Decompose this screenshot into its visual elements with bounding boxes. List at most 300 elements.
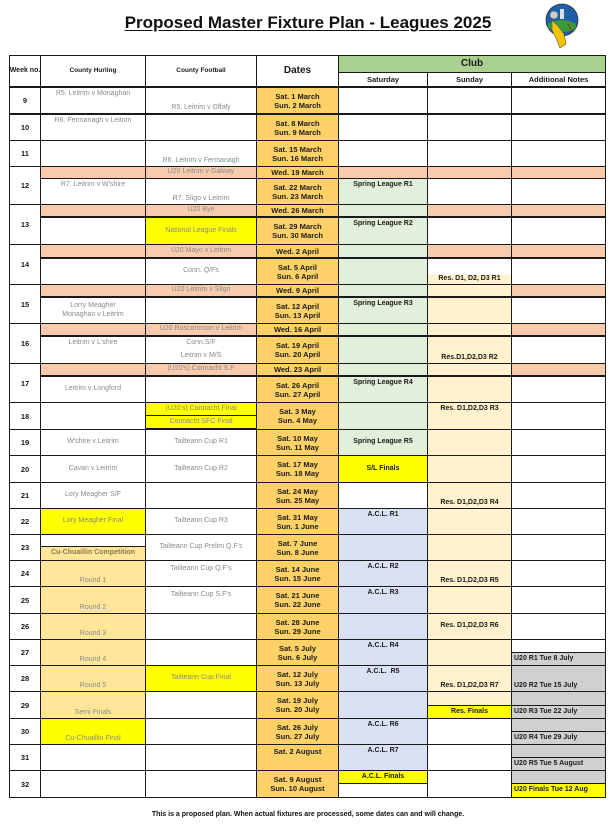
football-fixture	[145, 482, 257, 509]
header-notes-label: Additional Notes	[528, 75, 589, 84]
notes-cell	[511, 744, 606, 758]
notes-cell	[511, 217, 606, 245]
hurling-fixture-text: Cavan v Leitrim	[68, 464, 118, 472]
notes-cell	[511, 178, 606, 205]
sunday-fixture	[427, 613, 512, 640]
saturday-wed-cell	[338, 204, 428, 217]
week-number: 24	[9, 560, 41, 587]
sunday-cell	[427, 455, 512, 483]
hurling-fixture: Leitrim v L'shire	[40, 336, 146, 364]
week-number: 31	[9, 744, 41, 771]
sunday-fixture-text: Res.D1,D2,D3 R2	[441, 353, 498, 361]
week-number: 28	[9, 665, 41, 692]
sunday-cell	[427, 770, 512, 798]
date-sat: Sat. 5 July	[278, 643, 317, 653]
hurling-wed-cell	[40, 244, 146, 258]
football-fixture	[145, 770, 257, 798]
hurling-fixture	[40, 639, 146, 666]
hurling-fixture: R5. Leitrim v Monaghan	[40, 87, 146, 114]
saturday-cell	[338, 783, 428, 798]
notes-cell	[511, 429, 606, 456]
date-sun: Sun. 22 June	[274, 600, 321, 609]
sunday-fixture	[427, 560, 512, 587]
sunday-cell	[427, 87, 512, 114]
date-sun: Sun. 6 April	[276, 271, 319, 281]
date-sun: Sun. 25 May	[275, 495, 320, 505]
date-sun: Sun. 20 April	[274, 350, 321, 359]
date-sat: Sat. 24 May	[277, 486, 318, 496]
header-football-label: County Football	[176, 67, 226, 75]
date-sun: Sun. 20 July	[275, 705, 320, 714]
sunday-cell	[427, 691, 512, 706]
sunday-cell	[427, 178, 512, 205]
football-fixture	[145, 140, 257, 167]
header-club	[338, 55, 606, 73]
date-sat: Sat. 19 April	[275, 341, 320, 350]
hurling-fixture	[40, 429, 146, 456]
date-wed	[256, 363, 339, 376]
date-cell	[256, 455, 339, 483]
hurling-wed-cell	[40, 363, 146, 376]
football-fixture	[145, 114, 257, 141]
notes-cell	[511, 376, 606, 403]
date-sun: Sun. 27 April	[274, 389, 321, 399]
date-wed-text: Wed. 16 April	[273, 325, 322, 334]
sunday-fixture	[427, 258, 512, 285]
date-sun: Sun. 2 March	[274, 100, 321, 110]
notes-cell	[511, 258, 606, 285]
county-crest-logo	[544, 2, 580, 50]
date-cell	[256, 586, 339, 614]
notes-cell	[511, 455, 606, 483]
hurling-fixture-line2: Monaghan v Leitrim	[62, 310, 124, 318]
sunday-cell	[427, 429, 512, 456]
football-u20-fixture	[145, 284, 257, 297]
football-fixture	[145, 336, 257, 364]
football-fixture-text: Tailteann Cup R3	[174, 517, 228, 525]
sunday-fixture	[427, 336, 512, 364]
football-fixture-highlight	[145, 217, 257, 245]
notes-cell	[511, 297, 606, 324]
notes-cell	[511, 718, 606, 732]
football-fixture: Tailteann Cup Q.F's	[145, 560, 257, 587]
football-u20-text: U20 Bye	[187, 206, 215, 214]
date-cell	[256, 508, 339, 535]
week-number: 26	[9, 613, 41, 640]
date-sat: Sat. 5 April	[278, 262, 317, 272]
football-u20-text: U20 Leitrim v Sligo	[171, 286, 231, 294]
football-fixture	[145, 718, 257, 745]
football-fixture-text: (U20's) Connacht Final	[165, 404, 237, 412]
date-wed-text: Wed. 2 April	[276, 246, 319, 256]
date-wed-text: Wed. 23 April	[273, 365, 322, 374]
sunday-wed-cell	[427, 363, 512, 376]
football-fixture-text: Tailteann Cup Prelim Q.F's	[159, 543, 243, 551]
date-cell	[256, 87, 339, 114]
week-number: 30	[9, 718, 41, 745]
saturday-fixture: Spring League R4	[338, 376, 428, 403]
football-fixture-line2: Leitrim v M/S	[180, 352, 222, 360]
football-fixture: Tailteann Cup S.F's	[145, 586, 257, 614]
date-sat: Sat. 31 May	[277, 512, 318, 522]
sunday-wed-cell	[427, 323, 512, 336]
date-cell	[256, 718, 339, 745]
sunday-fixture-text: Res. Finals	[451, 707, 488, 715]
hurling-fixture	[40, 258, 146, 285]
hurling-fixture	[40, 217, 146, 245]
notes-fixture-text: U20 R3 Tue 22 July	[514, 707, 578, 715]
hurling-fixture-text: Round 2	[79, 603, 107, 611]
hurling-fixture	[40, 744, 146, 771]
notes-wed-cell	[511, 284, 606, 297]
date-cell	[256, 691, 339, 719]
hurling-wed-cell	[40, 323, 146, 336]
football-fixture-text: R7. Sligo v Leitrim	[172, 194, 230, 202]
sunday-fixture-text: Res. D1, D2, D3 R1	[438, 274, 501, 282]
date-sun: Sun. 10 August	[270, 784, 325, 793]
hurling-fixture	[40, 613, 146, 640]
football-u20-text: (U20's) Connacht S.F	[167, 365, 235, 373]
football-fixture	[145, 429, 257, 456]
sunday-fixture-text: Res. D1,D2,D3 R5	[440, 576, 499, 584]
hurling-competition-heading	[40, 546, 146, 561]
hurling-fixture-highlight	[40, 508, 146, 535]
date-cell	[256, 297, 339, 324]
hurling-fixture-line1: Lorry Meagher	[70, 302, 116, 310]
notes-fixture-text: U20 R1 Tue 8 July	[514, 654, 574, 662]
football-fixture-text: Connacht SFC Final	[169, 417, 233, 425]
date-sun: Sun. 13 April	[274, 310, 321, 320]
notes-cell	[511, 336, 606, 364]
saturday-cell	[338, 336, 428, 364]
football-u20-fixture	[145, 244, 257, 258]
hurling-fixture	[40, 402, 146, 430]
football-fixture-text: National League Finals	[165, 226, 237, 234]
football-u20-fixture	[145, 363, 257, 376]
saturday-fixture-highlight	[338, 770, 428, 784]
week-number: 10	[9, 114, 41, 141]
hurling-fixture-text: Leitrim v Longford	[64, 385, 122, 393]
date-sat: Sat. 14 June	[275, 564, 320, 574]
sunday-wed-cell	[427, 284, 512, 297]
hurling-fixture	[40, 297, 146, 324]
date-sun: Sun. 13 July	[275, 678, 320, 688]
saturday-cell	[338, 534, 428, 561]
football-fixture-text: Tailteann Cup R1	[174, 438, 228, 446]
week-number: 27	[9, 639, 41, 666]
hurling-fixture	[40, 586, 146, 614]
sunday-cell	[427, 639, 512, 666]
saturday-fixture-highlight	[338, 455, 428, 483]
football-fixture	[145, 508, 257, 535]
notes-cell	[511, 114, 606, 141]
date-sat: Sat. 26 July	[276, 722, 319, 732]
sunday-fixture-text: Res. D1,D2,D3 R6	[440, 622, 499, 630]
sunday-fixture-text: Res. D1,D2,D3 R7	[440, 681, 499, 689]
week-number: 18	[9, 402, 41, 430]
saturday-cell	[338, 613, 428, 640]
hurling-fixture: R7. Leitrim v W'shire	[40, 178, 146, 205]
notes-cell	[511, 402, 606, 430]
date-sat: Sat. 9 August	[273, 775, 322, 784]
date-sat: Sat. 2 August	[273, 747, 322, 756]
saturday-fixture-text: S/L Finals	[366, 464, 400, 472]
header-hurling-label: County Hurling	[69, 67, 117, 75]
hurling-fixture	[40, 376, 146, 403]
notes-cell	[511, 508, 606, 535]
header-sunday-label: Sunday	[455, 75, 484, 84]
header-club-label: Club	[460, 58, 484, 69]
date-sat: Sat. 15 March	[273, 144, 322, 154]
header-sunday	[427, 72, 512, 87]
football-fixture	[145, 613, 257, 640]
notes-cell	[511, 613, 606, 640]
date-wed	[256, 323, 339, 336]
hurling-fixture-text: Cu-Chuaillin Final	[65, 734, 121, 742]
date-cell	[256, 140, 339, 167]
date-sat: Sat. 12 July	[276, 669, 319, 679]
notes-wed-cell	[511, 363, 606, 376]
football-fixture	[145, 455, 257, 483]
sunday-fixture: Res. D1,D2,D3 R3	[427, 402, 512, 430]
football-fixture	[145, 376, 257, 403]
saturday-fixture: A.C.L. R2	[338, 560, 428, 587]
week-number: 15	[9, 284, 41, 324]
date-cell	[256, 217, 339, 245]
week-number: 20	[9, 455, 41, 483]
date-wed	[256, 204, 339, 217]
notes-fixture-text: U20 R4 Tue 29 July	[514, 733, 578, 741]
date-sat: Sat. 17 May	[277, 460, 318, 469]
week-number: 19	[9, 429, 41, 456]
date-cell	[256, 665, 339, 692]
header-notes	[511, 72, 606, 87]
date-sat: Sat. 8 March	[275, 118, 320, 128]
date-cell	[256, 429, 339, 456]
saturday-wed-cell	[338, 323, 428, 336]
notes-cell	[511, 482, 606, 509]
notes-wed-cell	[511, 244, 606, 258]
saturday-cell	[338, 114, 428, 141]
hurling-fixture	[40, 455, 146, 483]
saturday-cell	[338, 87, 428, 114]
notes-fixture-highlight	[511, 783, 606, 798]
week-number: 14	[9, 244, 41, 285]
date-sun: Sun. 1 June	[276, 521, 319, 531]
hurling-fixture-text: Cu-Chuaillin Competition	[51, 549, 135, 557]
saturday-fixture: A.C.L. R3	[338, 586, 428, 614]
football-fixture-highlight	[145, 402, 257, 416]
date-sat: Sat. 10 May	[277, 433, 318, 443]
saturday-fixture: A.C.L. R1	[338, 508, 428, 535]
week-number: 16	[9, 323, 41, 364]
date-sat: Sat. 19 July	[276, 696, 319, 705]
sunday-wed-cell	[427, 204, 512, 217]
hurling-fixture	[40, 140, 146, 167]
sunday-cell	[427, 744, 512, 771]
football-fixture	[145, 258, 257, 285]
week-number: 13	[9, 204, 41, 245]
date-cell	[256, 336, 339, 364]
notes-fixture	[511, 731, 606, 745]
football-fixture	[145, 297, 257, 324]
notes-fixture	[511, 705, 606, 719]
saturday-cell	[338, 482, 428, 509]
football-u20-text: U20 Roscommon v Leitrim	[159, 325, 243, 333]
notes-cell	[511, 560, 606, 587]
hurling-fixture	[40, 482, 146, 509]
notes-fixture	[511, 652, 606, 666]
header-dates	[256, 55, 339, 87]
sunday-cell	[427, 508, 512, 535]
notes-cell	[511, 691, 606, 706]
date-sat: Sat. 28 June	[275, 617, 320, 627]
football-fixture-text: Conn. Q/Fs	[183, 267, 219, 275]
sunday-wed-cell	[427, 244, 512, 258]
week-number: 25	[9, 586, 41, 614]
football-fixture	[145, 691, 257, 719]
saturday-cell	[338, 258, 428, 285]
date-sat: Sat. 7 June	[277, 538, 318, 548]
date-cell	[256, 402, 339, 430]
sunday-cell	[427, 586, 512, 614]
hurling-fixture-text: Semi Finals	[74, 708, 112, 716]
football-fixture-text: R6. Leitrim v Fermanagh	[162, 156, 240, 164]
football-fixture	[145, 178, 257, 205]
hurling-fixture	[40, 770, 146, 798]
saturday-fixture: A.C.L. R5	[338, 665, 428, 692]
date-wed-text: Wed. 26 March	[271, 206, 324, 215]
hurling-wed-cell	[40, 284, 146, 297]
hurling-fixture-text: Lory Meagher S/F	[64, 491, 122, 499]
header-hurling	[40, 55, 146, 87]
saturday-fixture-text: Spring League R5	[353, 438, 413, 446]
header-saturday	[338, 72, 428, 87]
week-number: 23	[9, 534, 41, 561]
date-sat: Sat. 26 April	[275, 380, 320, 390]
week-number: 21	[9, 482, 41, 509]
saturday-fixture	[338, 429, 428, 456]
hurling-fixture-text: Round 4	[79, 655, 107, 663]
football-fixture	[145, 744, 257, 771]
header-week	[9, 55, 41, 87]
date-sun: Sun. 23 March	[272, 191, 323, 201]
football-fixture-text: Tailteann Cup R2	[174, 464, 228, 472]
football-fixture	[145, 87, 257, 114]
date-sun: Sun. 16 March	[272, 153, 323, 163]
notes-fixture-text: U20 R2 Tue 15 July	[514, 681, 578, 689]
week-number: 29	[9, 691, 41, 719]
hurling-fixture-text: W'shire v Leitrim	[67, 438, 119, 446]
saturday-fixture: A.C.L. R7	[338, 744, 428, 771]
notes-cell	[511, 534, 606, 561]
notes-wed-cell	[511, 204, 606, 217]
date-sat: Sat. 21 June	[275, 591, 320, 600]
date-cell	[256, 258, 339, 285]
week-number: 17	[9, 363, 41, 403]
saturday-fixture: Spring League R1	[338, 178, 428, 205]
hurling-fixture: R6. Fermanagh v Leitrim	[40, 114, 146, 141]
football-fixture-line1: Conn.S/F	[186, 339, 216, 347]
sunday-cell	[427, 376, 512, 403]
date-cell	[256, 613, 339, 640]
football-fixture-text: R5. Leitrim v Offaly	[171, 103, 231, 111]
header-football	[145, 55, 257, 87]
hurling-fixture	[40, 665, 146, 692]
saturday-wed-cell	[338, 244, 428, 258]
week-number: 32	[9, 770, 41, 798]
date-wed-text: Wed. 19 March	[271, 168, 324, 177]
notes-cell	[511, 770, 606, 784]
week-number: 9	[9, 87, 41, 114]
saturday-fixture: A.C.L. R4	[338, 639, 428, 666]
date-sun: Sun. 9 March	[274, 127, 321, 137]
header-saturday-label: Saturday	[366, 75, 400, 84]
date-sun: Sun. 4 May	[277, 416, 318, 425]
sunday-cell	[427, 114, 512, 141]
date-sat: Sat. 1 March	[275, 91, 320, 101]
date-sat: Sat. 12 April	[275, 301, 320, 311]
date-cell	[256, 639, 339, 666]
saturday-fixture-text: A.C.L. Finals	[361, 772, 405, 780]
notes-cell	[511, 87, 606, 114]
date-sat: Sat. 3 May	[279, 407, 316, 416]
date-cell	[256, 114, 339, 141]
fixture-table	[9, 55, 606, 798]
date-sun: Sun. 11 May	[276, 442, 319, 452]
sunday-cell	[427, 534, 512, 561]
hurling-fixture	[40, 691, 146, 719]
saturday-fixture: Spring League R3	[338, 297, 428, 324]
header-week-label: Week no.	[9, 66, 41, 74]
notes-cell	[511, 140, 606, 167]
saturday-fixture: A.C.L. R6	[338, 718, 428, 745]
notes-fixture	[511, 757, 606, 771]
football-u20-text: U20 Mayo v Leitrim	[170, 246, 232, 254]
week-number: 22	[9, 508, 41, 535]
date-sat: Sat. 22 March	[273, 182, 322, 192]
page-title: Proposed Master Fixture Plan - Leagues 2025	[124, 13, 492, 32]
date-cell	[256, 482, 339, 509]
hurling-fixture-text: Round 1	[79, 576, 107, 584]
football-fixture-highlight	[145, 415, 257, 429]
date-sun: Sun. 18 May	[275, 469, 320, 478]
date-cell	[256, 744, 339, 771]
notes-fixture-text: U20 Finals Tue 12 Aug	[514, 786, 588, 794]
notes-wed-cell	[511, 323, 606, 336]
date-wed-text: Wed. 9 April	[276, 286, 319, 295]
football-fixture	[145, 534, 257, 561]
date-sun: Sun. 6 July	[277, 652, 318, 662]
notes-fixture	[511, 665, 606, 692]
football-u20-fixture	[145, 204, 257, 217]
hurling-fixture-text: Round 3	[79, 629, 107, 637]
sunday-fixture-text: Res. D1,D2,D3 R4	[440, 498, 499, 506]
saturday-wed-cell	[338, 284, 428, 297]
hurling-fixture-highlight	[40, 718, 146, 745]
football-fixture-highlight	[145, 665, 257, 692]
football-fixture-text: Tailteann Cup Final	[171, 674, 231, 682]
sunday-fixture	[427, 482, 512, 509]
hurling-fixture-text: Round 5	[79, 681, 107, 689]
date-cell	[256, 376, 339, 403]
date-sun: Sun. 27 July	[275, 731, 320, 741]
notes-fixture-text: U20 R5 Tue 5 August	[514, 759, 584, 767]
hurling-wed-cell	[40, 204, 146, 217]
date-sun: Sun. 30 March	[272, 231, 323, 240]
week-number: 12	[9, 166, 41, 205]
notes-cell	[511, 639, 606, 653]
